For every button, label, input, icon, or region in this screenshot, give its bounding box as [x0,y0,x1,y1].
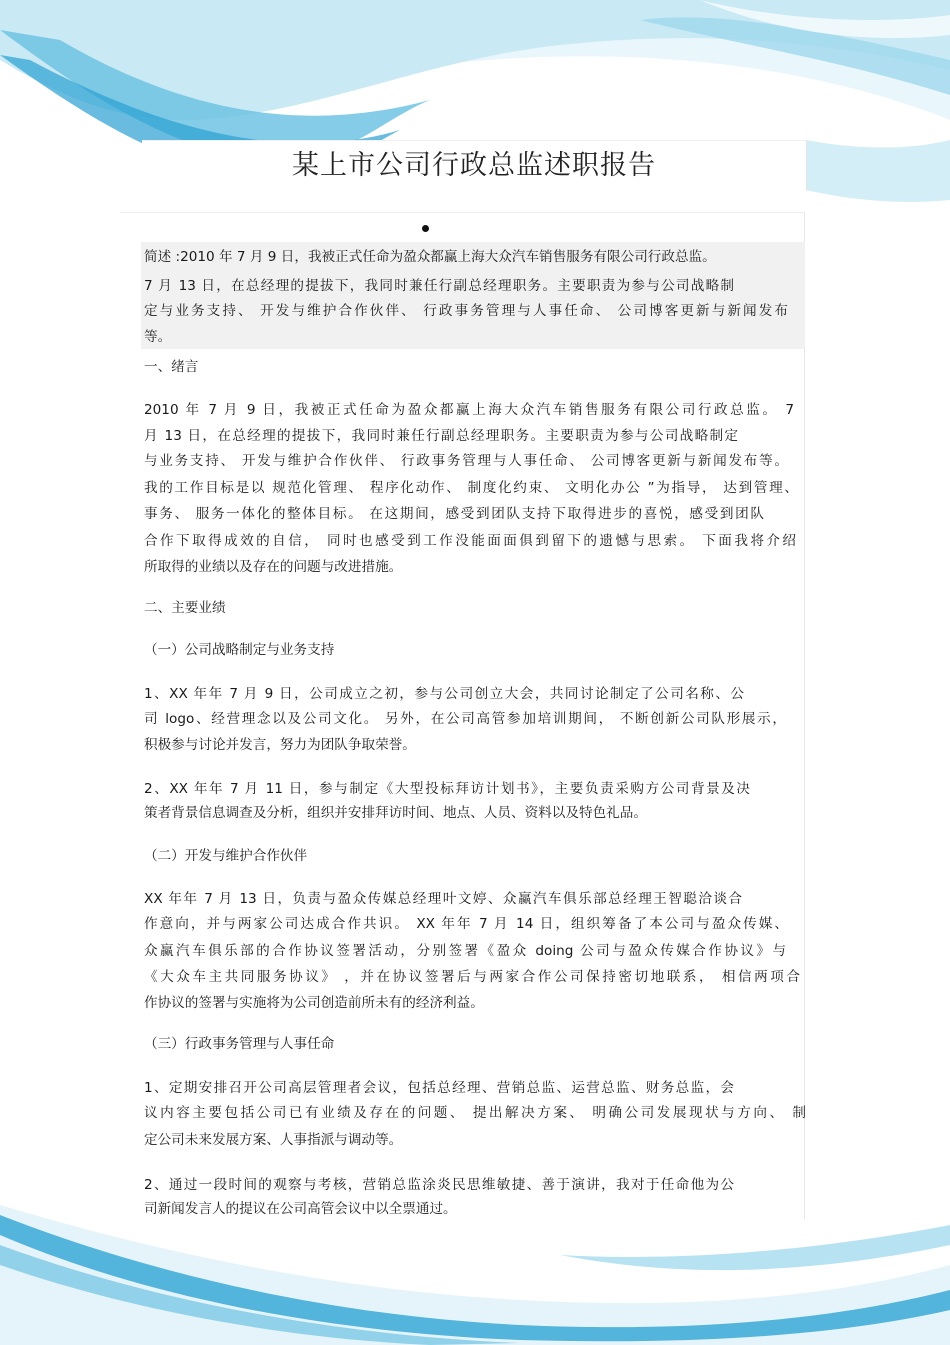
paragraph-line: 策者背景信息调查及分析，组织并安排拜访时间、地点、人员、资料以及特色礼品。 [144,805,647,821]
section-heading: 一、绪言 [144,359,199,375]
subsection-heading: （三）行政事务管理与人事任命 [144,1036,335,1052]
paragraph-line: 司 logo、经营理念以及公司文化。 另外，在公司高管参加培训期间， 不断创新公司队形展示， [144,711,786,727]
summary-line: 简述 :2010 年 7 月 9 日，我被正式任命为盈众都赢上海大众汽车销售服务有限公司行政总监。 [144,249,716,265]
paragraph-line: 月 13 日，在总经理的提拔下，我同时兼任行副总经理职务。主要职责为参与公司战略制定 [144,428,738,444]
paragraph-line: 积极参与讨论并发言，努力为团队争取荣誉。 [144,737,416,753]
paragraph-line: 合作下取得成效的自信， 同时也感受到工作没能面面俱到留下的遗憾与思索。 下面我将介绍 [144,533,796,549]
paragraph-line: 2010 年 7 月 9 日，我被正式任命为盈众都赢上海大众汽车销售服务有限公司行政总监。 7 [144,402,794,418]
paragraph-line: 作意向，并与两家公司达成合作共识。 XX 年年 7 月 14 日，组织筹备了本公司与盈众传媒、 [144,916,788,932]
summary-line: 等。 [144,329,172,345]
paragraph-line: 司新闻发言人的提议在公司高管会议中以全票通过。 [144,1201,457,1217]
document-title: 某上市公司行政总监述职报告 [292,150,656,181]
paragraph-line: 1、定期安排召开公司高层管理者会议，包括总经理、营销总监、运营总监、财务总监，会 [144,1080,734,1096]
paragraph-line: 作协议的签署与实施将为公司创造前所未有的经济利益。 [144,995,484,1011]
summary-line: 定与业务支持、 开发与维护合作伙伴、 行政事务管理与人事任命、 公司博客更新与新闻发布 [144,303,788,319]
subsection-heading: （二）开发与维护合作伙伴 [144,848,308,864]
paragraph-line: 众赢汽车俱乐部的合作协议签署活动，分别签署《盈众 doing 公司与盈众传媒合作协议》与 [144,943,786,959]
paragraph-line: XX 年年 7 月 13 日，负责与盈众传媒总经理叶文婷、众赢汽车俱乐部总经理王智聪洽谈合 [144,891,742,907]
paragraph-line: 定公司未来发展方案、人事指派与调动等。 [144,1132,403,1148]
paragraph-line: 2、通过一段时间的观察与考核，营销总监涂炎民思维敏捷、善于演讲，我对于任命他为公 [144,1177,734,1193]
summary-line: 7 月 13 日，在总经理的提拔下，我同时兼任行副总经理职务。主要职责为参与公司战略制 [144,278,734,294]
paragraph-line: 1、XX 年年 7 月 9 日，公司成立之初，参与公司创立大会，共同讨论制定了公司名称、公 [144,686,744,702]
paragraph-line: 《大众车主共同服务协议》 ，并在协议签署后与两家合作公司保持密切地联系， 相信两项合 [144,969,800,985]
section-heading: 二、主要业绩 [144,600,226,616]
paragraph-line: 2、XX 年年 7 月 11 日，参与制定《大型投标拜访计划书》，主要负责采购方公司背景及决 [144,781,750,797]
paragraph-line: 所取得的业绩以及存在的问题与改进措施。 [144,559,403,575]
paragraph-line: 议内容主要包括公司已有业绩及存在的问题、 提出解决方案、 明确公司发展现状与方向、 制 [144,1105,806,1121]
paragraph-line: 事务、 服务一体化的整体目标。 在这期间，感受到团队支持下取得进步的喜悦，感受到团队 [144,506,764,522]
bullet-icon [422,225,429,232]
paragraph-line: 我的工作目标是以 规范化管理、 程序化动作、 制度化约束、 文明化办公 ”为指导， 达到管理、 [144,480,798,496]
paragraph-line: 与业务支持、 开发与维护合作伙伴、 行政事务管理与人事任命、 公司博客更新与新闻发布等。 [144,453,788,469]
subsection-heading: （一）公司战略制定与业务支持 [144,642,335,658]
